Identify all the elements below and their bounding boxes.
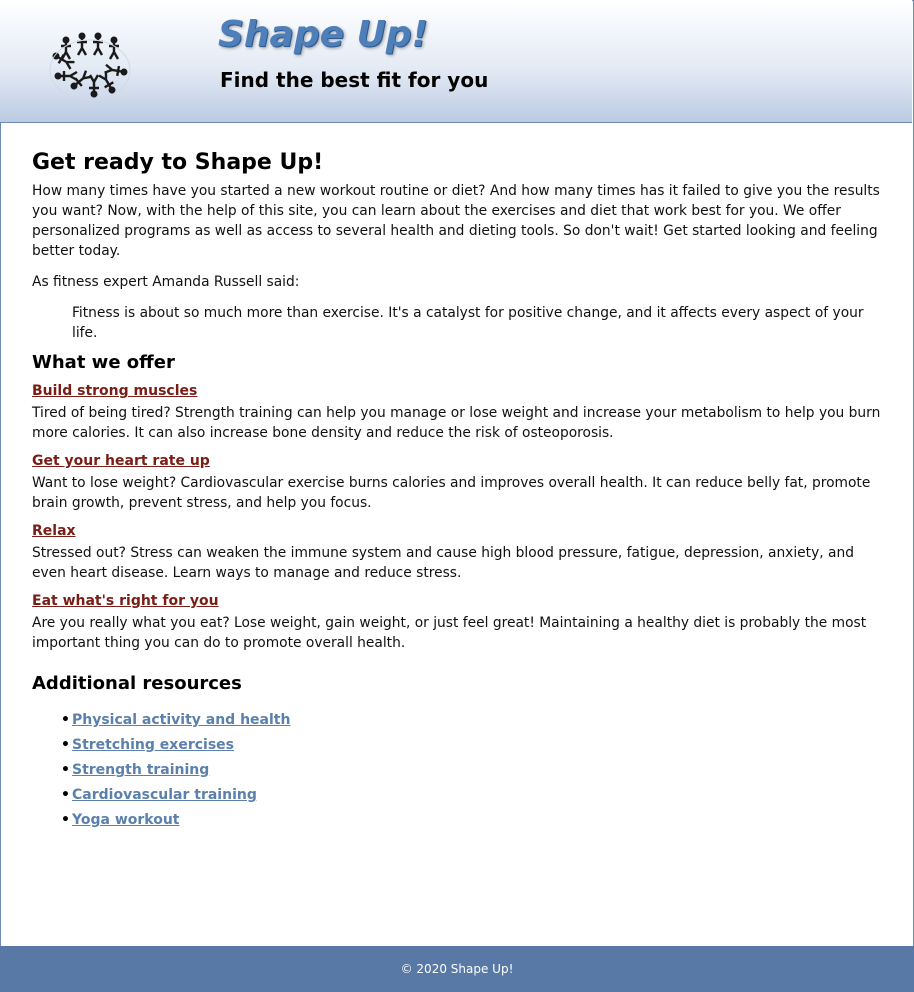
copyright-text: © 2020 Shape Up! xyxy=(400,962,514,976)
intro-heading: Get ready to Shape Up! xyxy=(32,150,324,175)
offer-section xyxy=(32,352,888,653)
resource-link-physical-activity[interactable]: Physical activity and health xyxy=(72,712,291,728)
offer-item-title xyxy=(32,593,888,609)
list-item xyxy=(72,708,888,733)
offer-item-text: Want to lose weight? Cardiovascular exercise burns calories and improves overall health. It can reduce belly fat, promote brain growth, prevent stress, and help you focus. xyxy=(32,475,871,511)
main-content xyxy=(32,150,888,833)
resource-link-stretching[interactable]: Stretching exercises xyxy=(72,737,234,753)
resource-link-yoga[interactable]: Yoga workout xyxy=(72,812,180,828)
resources-section xyxy=(32,673,888,833)
intro-paragraph: How many times have you started a new workout routine or diet? And how many times has it failed to give you the results you want? Now, with the help of this site, you can learn about the exercises and diet that work best for you. We offer personalized programs as well as access to several health and dieting tools. So don't wait! Get started looking and feeling better today. xyxy=(32,183,880,259)
site-title: Shape Up! xyxy=(218,14,428,55)
resource-link-strength[interactable]: Strength training xyxy=(72,762,210,778)
resources-list xyxy=(32,708,888,833)
offer-item-title xyxy=(32,523,888,539)
site-header xyxy=(0,0,912,123)
list-item xyxy=(72,758,888,783)
quote-lead: As fitness expert Amanda Russell said: xyxy=(32,274,300,290)
offer-heading: What we offer xyxy=(32,352,175,373)
site-footer xyxy=(0,946,914,992)
list-item xyxy=(72,783,888,808)
offer-item-title xyxy=(32,383,888,399)
build-strong-muscles-link[interactable]: Build strong muscles xyxy=(32,383,198,399)
offer-item-text: Tired of being tired? Strength training can help you manage or lose weight and increase your metabolism to help you burn more calories. It can also increase bone density and reduce the risk of osteoporosis. xyxy=(32,405,881,441)
fitness-quote: Fitness is about so much more than exercise. It's a catalyst for positive change, and it affects every aspect of your life. xyxy=(72,305,864,341)
list-item xyxy=(72,733,888,758)
resources-heading: Additional resources xyxy=(32,673,242,694)
offer-item-title xyxy=(32,453,888,469)
offer-item-text: Stressed out? Stress can weaken the immune system and cause high blood pressure, fatigue, depression, anxiety, and even heart disease. Learn ways to manage and reduce stress. xyxy=(32,545,854,581)
people-circle-logo-icon xyxy=(44,26,164,106)
site-tagline: Find the best fit for you xyxy=(220,68,489,92)
relax-link[interactable]: Relax xyxy=(32,523,76,539)
list-item xyxy=(72,808,888,833)
heart-rate-link[interactable]: Get your heart rate up xyxy=(32,453,210,469)
eat-right-link[interactable]: Eat what's right for you xyxy=(32,593,219,609)
offer-item-text: Are you really what you eat? Lose weight, gain weight, or just feel great! Maintaining a healthy diet is probably the most important thing you can do to promote overall health. xyxy=(32,615,867,651)
resource-link-cardio[interactable]: Cardiovascular training xyxy=(72,787,257,803)
